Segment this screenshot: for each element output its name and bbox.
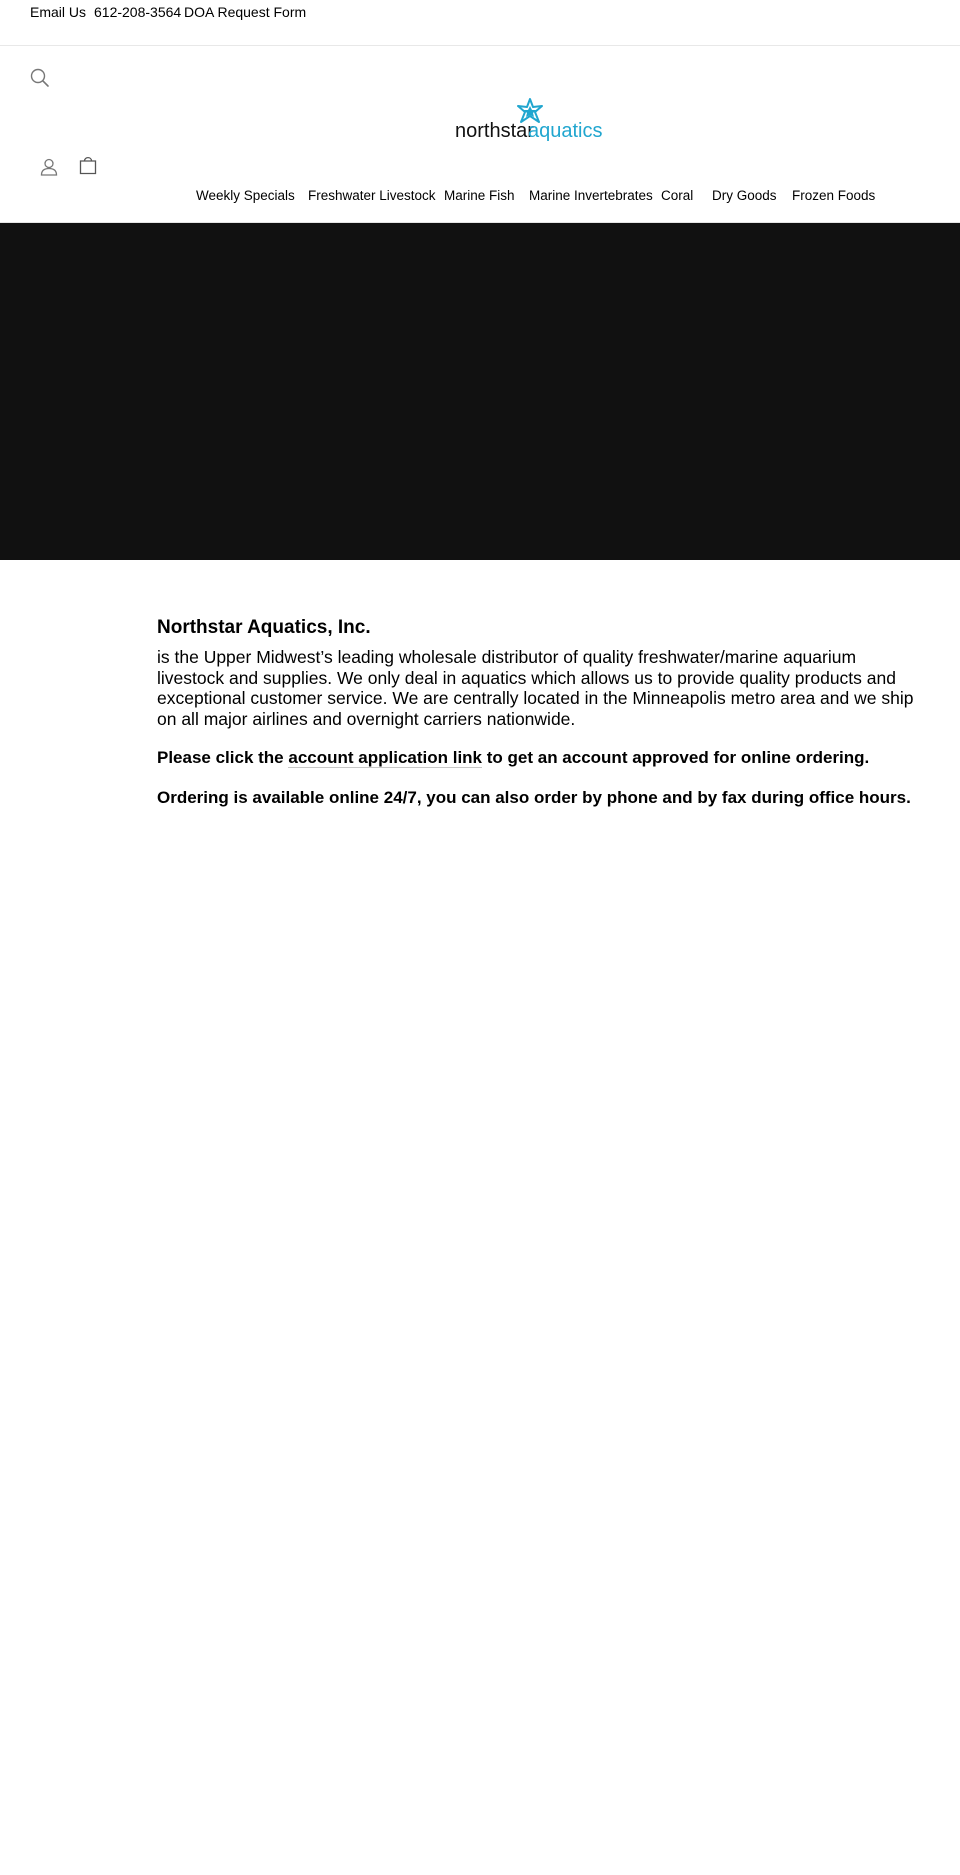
nav-dry-goods[interactable]: Dry Goods (712, 188, 777, 203)
logo-word-aquatics: aquatics (528, 120, 603, 142)
nav-marine-invertebrates[interactable]: Marine Invertebrates (529, 188, 653, 203)
top-utility-bar (0, 0, 960, 46)
ordering-info: Ordering is available online 24/7, you can also order by phone and by fax during office hours. (157, 788, 911, 807)
main-navigation (0, 186, 960, 222)
cta-prefix: Please click the (157, 748, 284, 767)
user-icon[interactable] (40, 158, 58, 181)
phone-link[interactable]: 612-208-3564 (94, 4, 182, 20)
search-icon[interactable] (30, 68, 50, 93)
shopping-bag-icon[interactable] (79, 155, 97, 180)
about-section (157, 615, 917, 809)
cta-suffix: to get an account approved for online ordering. (486, 748, 870, 767)
northstar-aquatics-logo[interactable] (455, 98, 610, 144)
company-heading: Northstar Aquatics, Inc. (157, 617, 371, 638)
nav-coral[interactable]: Coral (661, 188, 694, 203)
account-cta (157, 747, 917, 769)
nav-freshwater-livestock[interactable]: Freshwater Livestock (308, 188, 436, 203)
nav-frozen-foods[interactable]: Frozen Foods (792, 188, 876, 203)
company-description: is the Upper Midwest’s leading wholesale distributor of quality freshwater/marine aquarium livestock and supplies. We only deal in aquatics which allows us to provide quality products and exceptional customer service. We are centrally located in the Minneapolis metro area and we ship on all major airlines and overnight carriers nationwide. (157, 647, 914, 729)
hero-banner (0, 223, 960, 560)
account-application-link[interactable]: account application link (288, 748, 483, 767)
email-us-link[interactable]: Email Us (30, 4, 87, 20)
nav-weekly-specials[interactable]: Weekly Specials (196, 188, 295, 203)
doa-request-form-link[interactable]: DOA Request Form (184, 4, 307, 20)
logo-word-northstar: northstar (455, 120, 534, 142)
nav-marine-fish[interactable]: Marine Fish (444, 188, 515, 203)
